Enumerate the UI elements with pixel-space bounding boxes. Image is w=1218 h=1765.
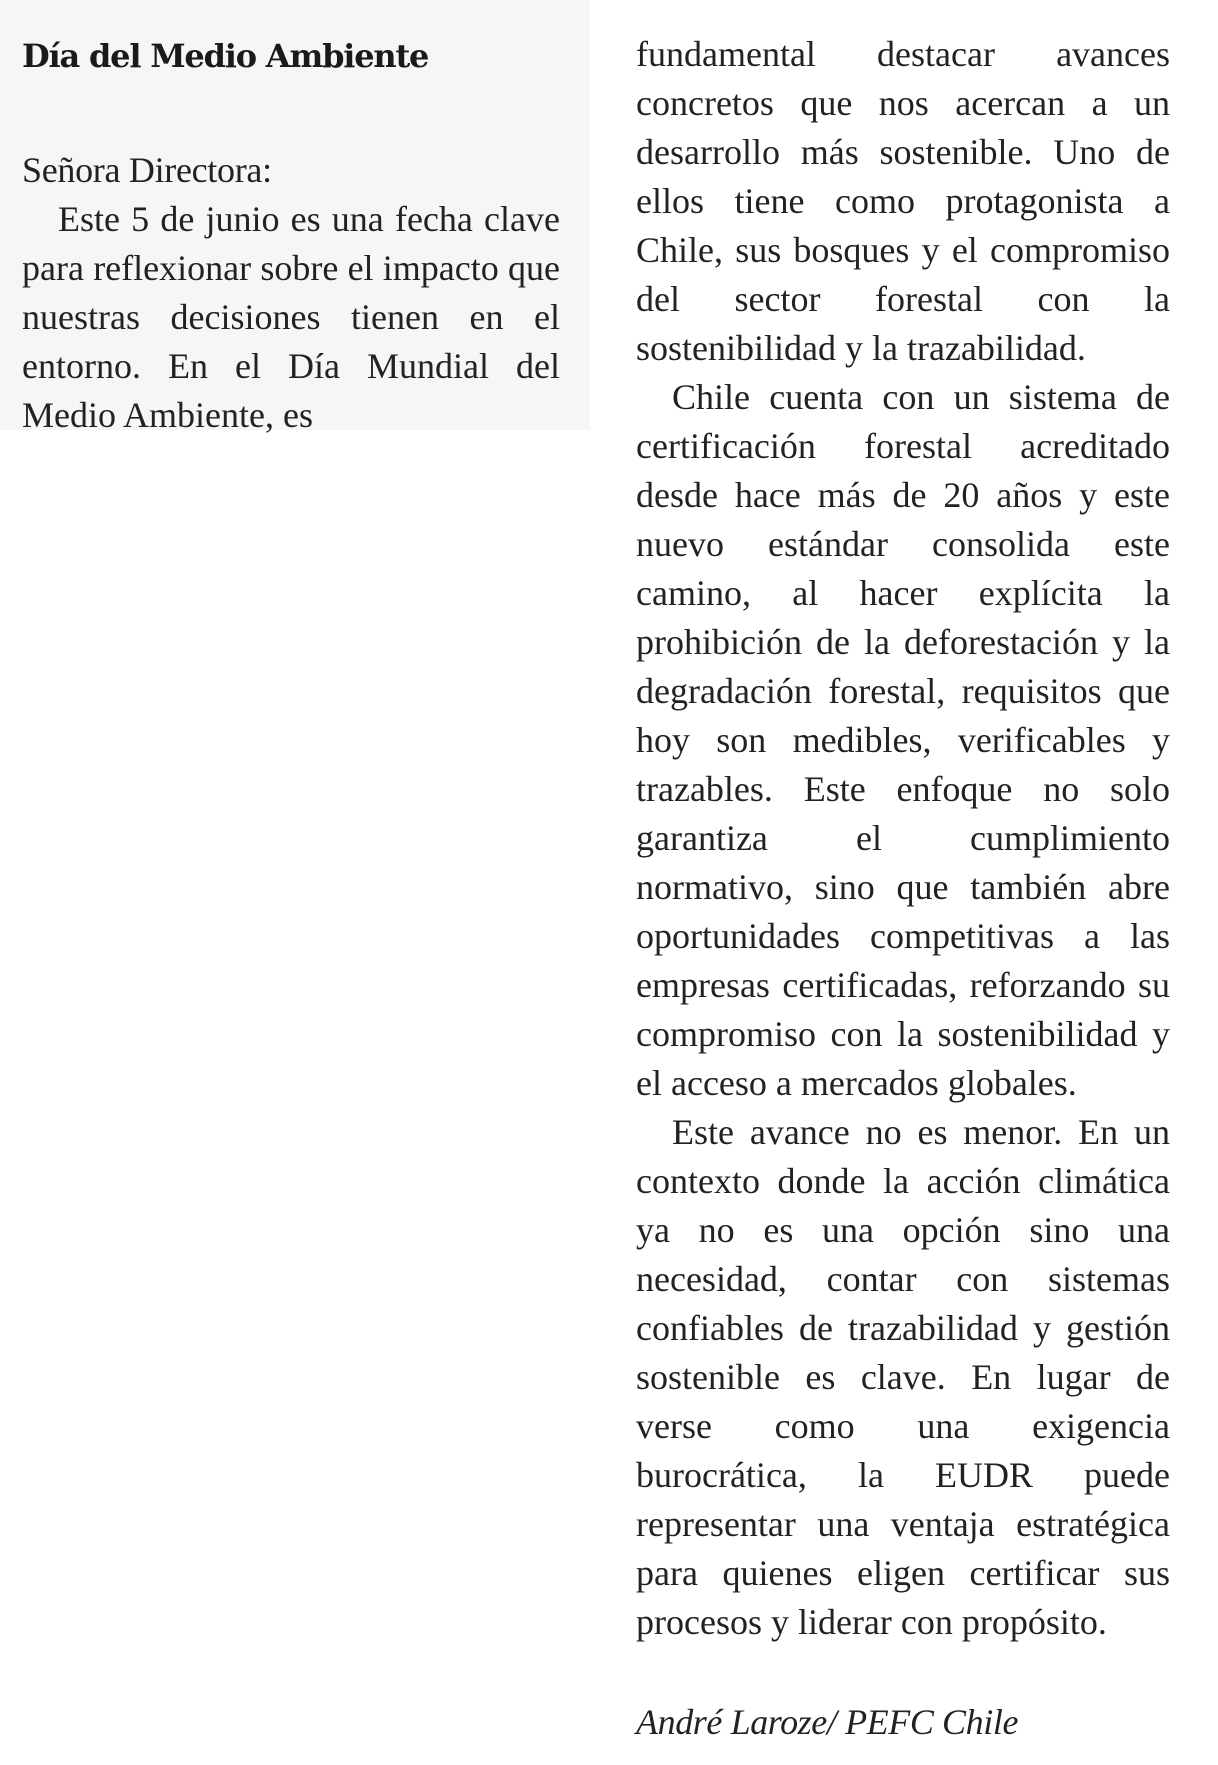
- paragraph-1-start: Este 5 de junio es una fecha clave para reflexionar sobre el impacto que nuestras decisiones tienen en el entorno. En el Día Mundial del Medio Ambiente, es: [22, 199, 560, 435]
- paragraph-3: Este avance no es menor. En un contexto donde la acción climática ya no es una opción sino una necesidad, contar con sistemas confiables de trazabilidad y gestión sostenible es clave. En lugar de verse como una exigencia burocrática, la EUDR puede representar una ventaja estratégica para quienes eligen certificar sus procesos y liderar con propósito.: [636, 1112, 1170, 1642]
- signature: André Laroze/ PEFC Chile: [636, 1702, 1019, 1742]
- salutation: Señora Directora:: [22, 150, 272, 190]
- letter-title: Día del Medio Ambiente: [22, 37, 429, 75]
- right-column: [636, 30, 1170, 1647]
- left-column: [0, 0, 590, 435]
- paragraph-2: Chile cuenta con un sistema de certificación forestal acreditado desde hace más de 20 años y este nuevo estándar consolida este camino, al hacer explícita la prohibición de la deforestación y la degradación forestal, requisitos que hoy son medibles, verificables y trazables. Este enfoque no solo garantiza el cumplimiento normativo, sino que también abre oportunidades competitivas a las empresas certificadas, reforzando su compromiso con la sostenibilidad y el acceso a mercados globales.: [636, 377, 1170, 1103]
- left-column-content: [22, 28, 560, 440]
- paragraph-1-continued: fundamental destacar avances concretos que nos acercan a un desarrollo más sostenible. Uno de ellos tiene como protagonista a Chile, sus bosques y el compromiso del sector forestal con la sostenibilidad y la trazabilidad.: [636, 34, 1170, 368]
